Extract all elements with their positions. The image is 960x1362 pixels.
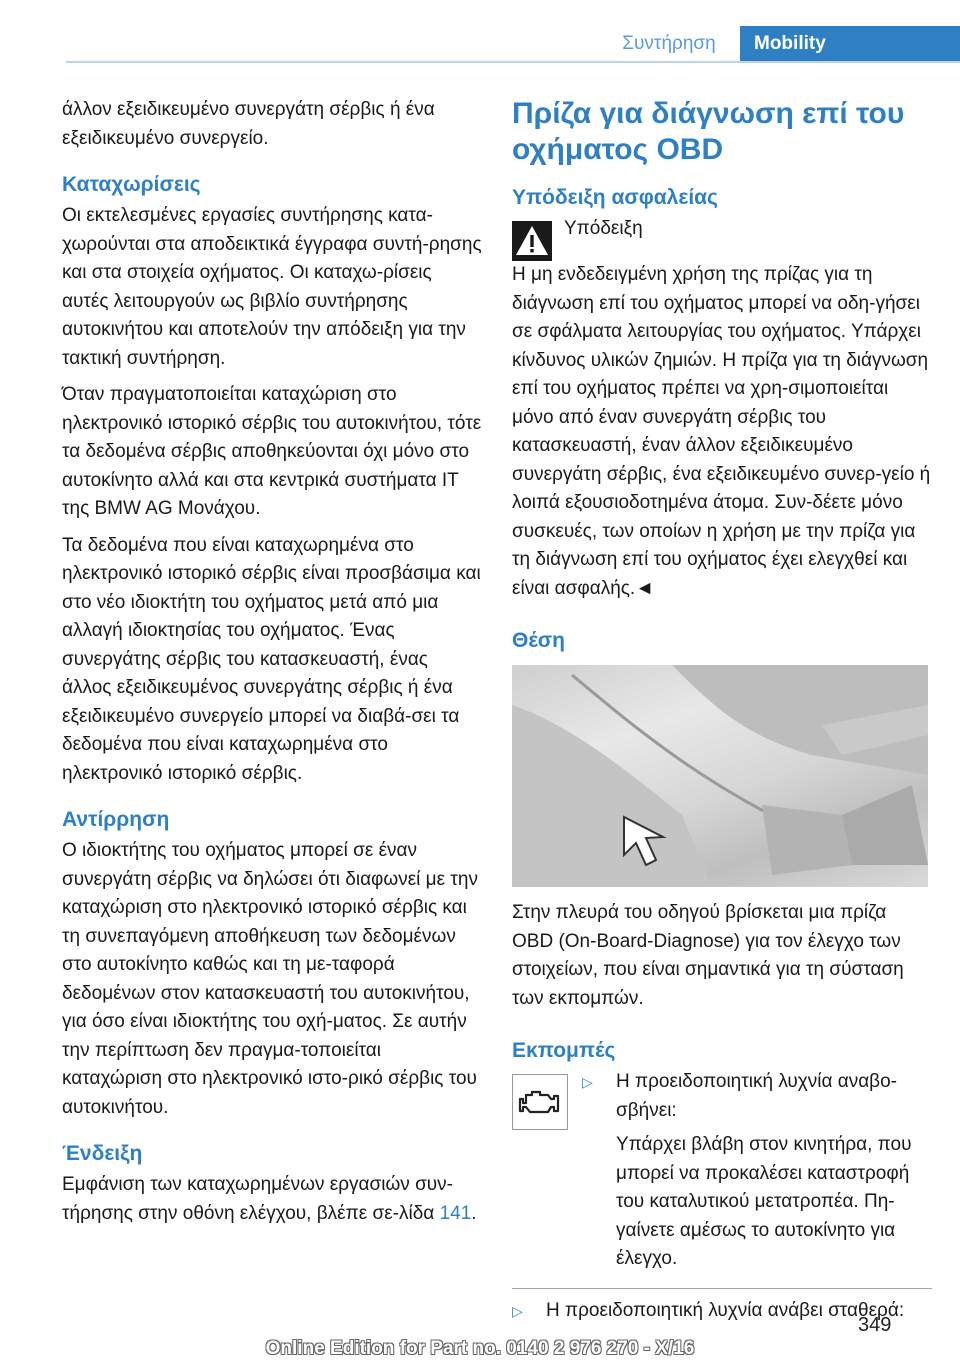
objection-heading: Αντίρρηση [62,808,170,831]
emissions-row [512,1068,932,1282]
bullet-flashing-body: Υπάρχει βλάβη στον κινητήρα, που μπορεί να προκαλέσει καταστροφή του καταλυτικού μετατροπέα. Πη-γαίνετε αμέσως το αυτοκίνητο για έλεγχο. [616,1134,912,1269]
triangle-bullet-icon: ▷ [582,1074,593,1090]
display-text: Εμφάνιση των καταχωρημένων εργασιών συν-τήρησης στην οθόνη ελέγχου, βλέπε σε-λίδα [62,1174,454,1224]
safety-heading: Υπόδειξη ασφαλείας [512,186,718,209]
safety-warning [512,215,932,261]
emissions-heading: Εκπομπές [512,1039,616,1062]
intro-paragraph: άλλον εξειδικευμένο συνεργάτη σέρβις ή ένα εξειδικευμένο συνεργείο. [62,99,435,149]
warning-triangle-icon [512,221,552,261]
warning-text: Η μη ενδεδειγμένη χρήση της πρίζας για τη διάγνωση επί του οχήματος μπορεί να οδη-γήσει σε σφάλματα λειτουργίας του οχήματος. Υπάρχει κίνδυνος υλικών ζημιών. Η πρίζα για τη διάγνωση επί του οχήματος πρέπει να χρη-σιμοποιείται μόνο από έναν συνεργάτη σέρβις του κατασκευαστή, έναν άλλον εξειδικευμένο συνεργάτη σέρβις, ένα εξειδικευμένο συνερ-γείο ή λοιπά εξουσιοδοτημένα άτομα. Συν-δέετε μόνο συσκευές, των οποίων η χρήση με την πρίζα για τη διάγνωση επί του οχήματος έχει ελεγχθεί και είναι ασφαλής.◄ [512,264,931,599]
position-paragraph: Στην πλευρά του οδηγού βρίσκεται μια πρίζα OBD (On-Board-Diagnose) για τον έλεγχο των στοιχείων, που είναι σημαντικά για τη σύσταση των εκπομπών. [512,902,904,1009]
bullet-flashing [582,1068,932,1282]
header-chapter-tab: Mobility [740,26,960,63]
records-paragraph-2: Όταν πραγματοποιείται καταχώριση στο ηλεκτρονικό ιστορικό σέρβις του αυτοκινήτου, τότε τα δεδομένα σέρβις αποθηκεύονται όχι μόνο στο αυτοκίνητο αλλά και στα κεντρικά συστήματα IT της BMW AG Μονάχου. [62,384,482,519]
records-paragraph-3: Τα δεδομένα που είναι καταχωρημένα στο ηλεκτρονικό ιστορικό σέρβις είναι προσβάσιμα και στο νέο ιδιοκτήτη του οχήματος μετά από μια αλλαγή ιδιοκτησίας του οχήματος. Ένας συνεργάτης σέρβις του κατασκευαστή, ένας άλλος εξειδικευμένος συνεργάτης σέρβις ή ένα εξειδικευμένο συνεργείο μπορεί να διαβά-σει τα δεδομένα που είναι καταχωρημένα στο ηλεκτρονικό ιστορικό σέρβις. [62,534,481,784]
edition-footer: Online Edition for Part no. 0140 2 976 270 - X/16 [265,1338,695,1359]
divider [512,1288,932,1289]
check-engine-icon [518,1087,562,1117]
obd-title: Πρίζα για διάγνωση επί του οχήματος OBD [512,97,905,166]
display-heading: Ένδειξη [62,1142,143,1165]
bullet-steady-text: Η προειδοποιητική λυχνία ανάβει σταθερά: [546,1299,905,1321]
triangle-bullet-icon: ▷ [512,1302,523,1319]
records-paragraph-1: Οι εκτελεσμένες εργασίες συντήρησης κατα-χωρούνται στα αποδεικτικά έγγραφα συντή-ρησης και στα στοιχεία οχήματος. Οι καταχω-ρίσεις αυτές λειτουργούν ως βιβλίο συντήρησης αυτοκινήτου και αποτελούν την απόδειξη για την τακτική συντήρηση. [62,205,482,369]
page-number: 349 [858,1314,892,1336]
right-column [512,96,932,1325]
check-engine-symbol [512,1074,568,1130]
display-end: . [471,1202,477,1224]
objection-paragraph: Ο ιδιοκτήτης του οχήματος μπορεί σε έναν συνεργάτη σέρβις να δηλώσει ότι διαφωνεί με την καταχώριση στο ηλεκτρονικό ιστορικό σέρβις και τη συνεπαγόμενη αποθήκευση των δεδομένων στο αυτοκίνητο καθώς και τη με-ταφορά δεδομένων στον κατασκευαστή του αυτοκινήτου, για όσο είναι ιδιοκτήτης του οχή-ματος. Σε αυτήν την περίπτωση δεν πραγμα-τοποιείται καταχώριση στο ηλεκτρονικό ιστο-ρικό σέρβις του αυτοκινήτου. [62,840,478,1118]
left-column [62,96,482,1236]
obd-photo-drawing [512,665,928,887]
header-rule [66,61,960,63]
header-section-tab: Συντήρηση [622,33,716,54]
page-link[interactable]: 141 [439,1202,472,1224]
records-heading: Καταχωρίσεις [62,173,201,196]
bullet-flashing-head: Η προειδοποιητική λυχνία αναβο-σβήνει: [616,1071,898,1121]
warning-label: Υπόδειξη [564,218,643,239]
position-heading: Θέση [512,629,566,652]
obd-location-photo [512,665,928,887]
display-paragraph [62,1171,482,1228]
